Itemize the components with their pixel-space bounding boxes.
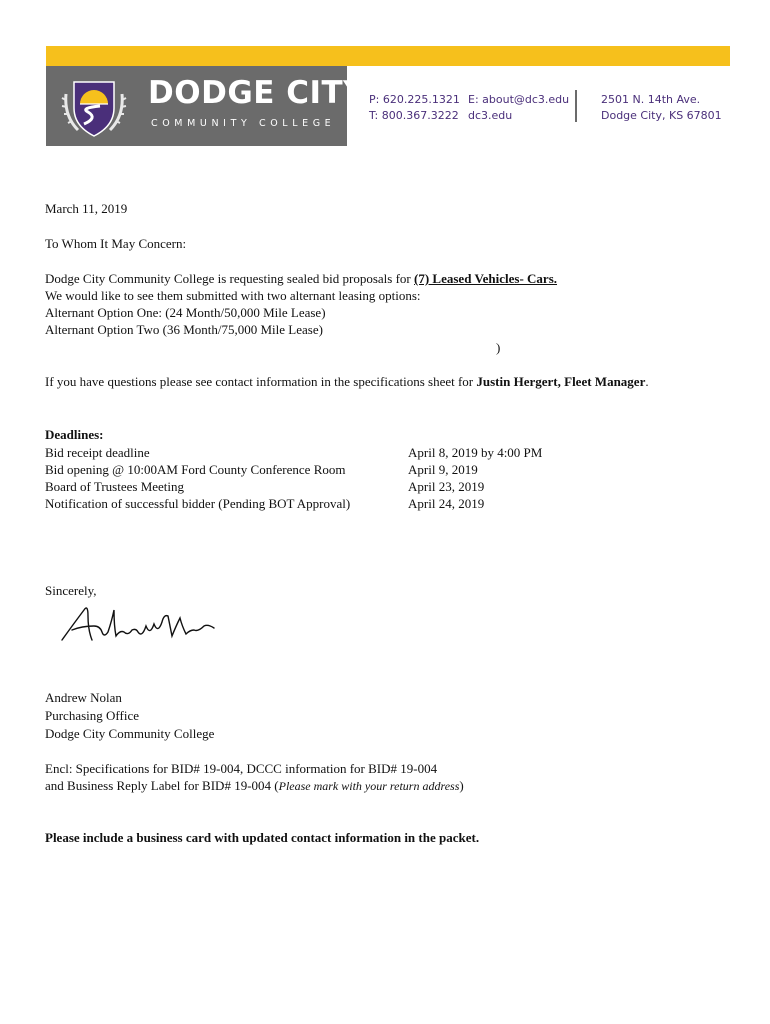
deadline-label: Notification of successful bidder (Pending BOT Approval) <box>45 496 351 511</box>
intro-line-2: We would like to see them submitted with two alternant leasing options: <box>45 288 421 303</box>
intro-item: (7) Leased Vehicles- Cars. <box>414 271 558 286</box>
contact-web <box>468 92 569 124</box>
footer-note: Please include a business card with updated contact information in the packet. <box>45 830 480 845</box>
lease-option-two: Alternant Option Two (36 Month/75,000 Mile Lease) <box>45 322 323 337</box>
contact-divider <box>575 90 577 122</box>
deadline-label: Bid opening @ 10:00AM Ford County Conference Room <box>45 462 346 477</box>
questions-text: If you have questions please see contact information in the specifications sheet for <box>45 374 477 389</box>
brand-subtitle: COMMUNITY COLLEGE <box>151 118 336 129</box>
questions-line <box>45 373 649 390</box>
lease-option-one: Alternant Option One: (24 Month/50,000 Mile Lease) <box>45 305 326 320</box>
deadline-date: April 8, 2019 by 4:00 PM <box>408 445 543 460</box>
deadline-label: Board of Trustees Meeting <box>45 479 185 494</box>
address-line-2: Dodge City, KS 67801 <box>601 109 722 122</box>
enclosure-note: Please mark with your return address <box>278 779 460 793</box>
intro-line <box>45 270 557 287</box>
signer-name: Andrew Nolan <box>45 690 122 705</box>
letter-date: March 11, 2019 <box>45 201 128 216</box>
deadlines-heading: Deadlines: <box>45 427 104 442</box>
header-accent-bar <box>46 46 730 66</box>
signer-org: Dodge City Community College <box>45 726 215 741</box>
questions-end: . <box>645 374 649 389</box>
phone-number: P: 620.225.1321 <box>369 93 460 106</box>
enclosure-text: and Business Reply Label for BID# 19-004 ( <box>45 778 279 793</box>
address-line-1: 2501 N. 14th Ave. <box>601 93 701 106</box>
enclosure-line-2 <box>45 777 464 795</box>
deadline-label: Bid receipt deadline <box>45 445 150 460</box>
email-address: E: about@dc3.edu <box>468 93 570 106</box>
deadline-date: April 9, 2019 <box>408 462 478 477</box>
contact-address <box>601 92 722 124</box>
questions-contact: Justin Hergert, Fleet Manager <box>476 374 646 389</box>
stray-paren: ) <box>496 340 501 355</box>
intro-text: Dodge City Community College is requesting sealed bid proposals for <box>45 271 415 286</box>
tollfree-number: T: 800.367.3222 <box>369 109 459 122</box>
college-logo <box>46 66 367 146</box>
crest-icon <box>60 74 128 140</box>
brand-name: DODGE CITY <box>148 75 367 111</box>
closing-sincerely: Sincerely, <box>45 583 97 598</box>
deadline-date: April 23, 2019 <box>408 479 485 494</box>
signature-icon <box>58 596 228 664</box>
enclosure-line-1: Encl: Specifications for BID# 19-004, DCCC information for BID# 19-004 <box>45 761 438 776</box>
website-link[interactable]: dc3.edu <box>468 109 513 122</box>
salutation: To Whom It May Concern: <box>45 236 187 251</box>
deadline-date: April 24, 2019 <box>408 496 485 511</box>
contact-phones <box>369 92 460 124</box>
enclosure-end: ) <box>459 778 464 793</box>
signer-office: Purchasing Office <box>45 708 139 723</box>
